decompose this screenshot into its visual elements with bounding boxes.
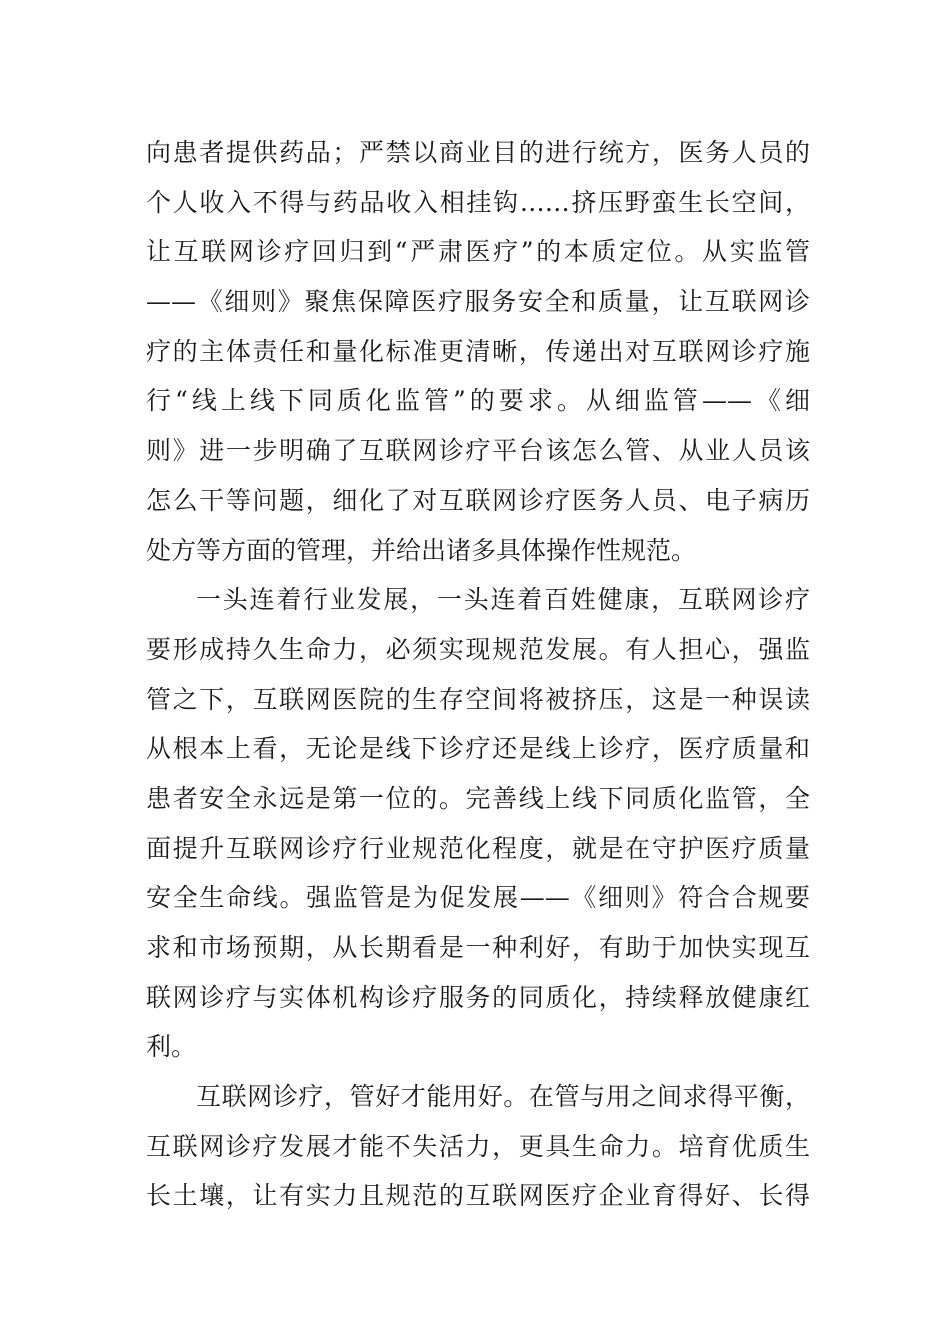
document-body <box>146 128 810 1221</box>
text-line: 管之下，互联网医院的生存空间将被挤压，这是一种误读 <box>146 684 810 714</box>
text-line: 怎么干等问题，细化了对互联网诊疗医务人员、电子病历 <box>146 485 810 515</box>
text-line: ——《细则》聚焦保障医疗服务安全和质量，让互联网诊 <box>146 287 810 317</box>
text-line: 让互联网诊疗回归到“严肃医疗”的本质定位。从实监管 <box>146 237 810 267</box>
text-line: 行“线上线下同质化监管”的要求。从细监管——《细 <box>146 386 810 416</box>
text-line: 安全生命线。强监管是为促发展——《细则》符合合规要 <box>146 883 810 913</box>
text-line: 患者安全永远是第一位的。完善线上线下同质化监管，全 <box>146 783 810 813</box>
text-line: 处方等方面的管理，并给出诸多具体操作性规范。 <box>146 535 697 565</box>
text-line: 则》进一步明确了互联网诊疗平台该怎么管、从业人员该 <box>146 436 810 466</box>
paragraph-first-line: 互联网诊疗，管好才能用好。在管与用之间求得平衡， <box>196 1082 810 1112</box>
text-line: 向患者提供药品；严禁以商业目的进行统方，医务人员的 <box>146 138 810 167</box>
text-line: 从根本上看，无论是线下诊疗还是线上诊疗，医疗质量和 <box>146 734 810 764</box>
text-line: 求和市场预期，从长期看是一种利好，有助于加快实现互 <box>146 933 810 962</box>
text-line: 利。 <box>146 1032 197 1062</box>
text-line: 要形成持久生命力，必须实现规范发展。有人担心，强监 <box>146 634 810 664</box>
text-line: 互联网诊疗发展才能不失活力，更具生命力。培育优质生 <box>146 1131 810 1161</box>
text-line: 面提升互联网诊疗行业规范化程度，就是在守护医疗质量 <box>146 833 810 863</box>
text-line: 疗的主体责任和量化标准更清晰，传递出对互联网诊疗施 <box>146 336 810 366</box>
text-line: 长土壤，让有实力且规范的互联网医疗企业育得好、长得 <box>146 1181 810 1211</box>
paragraph-first-line: 一头连着行业发展，一头连着百姓健康，互联网诊疗 <box>196 585 810 615</box>
text-line: 联网诊疗与实体机构诊疗服务的同质化，持续释放健康红 <box>146 982 810 1012</box>
text-line: 个人收入不得与药品收入相挂钩……挤压野蛮生长空间， <box>146 187 810 217</box>
